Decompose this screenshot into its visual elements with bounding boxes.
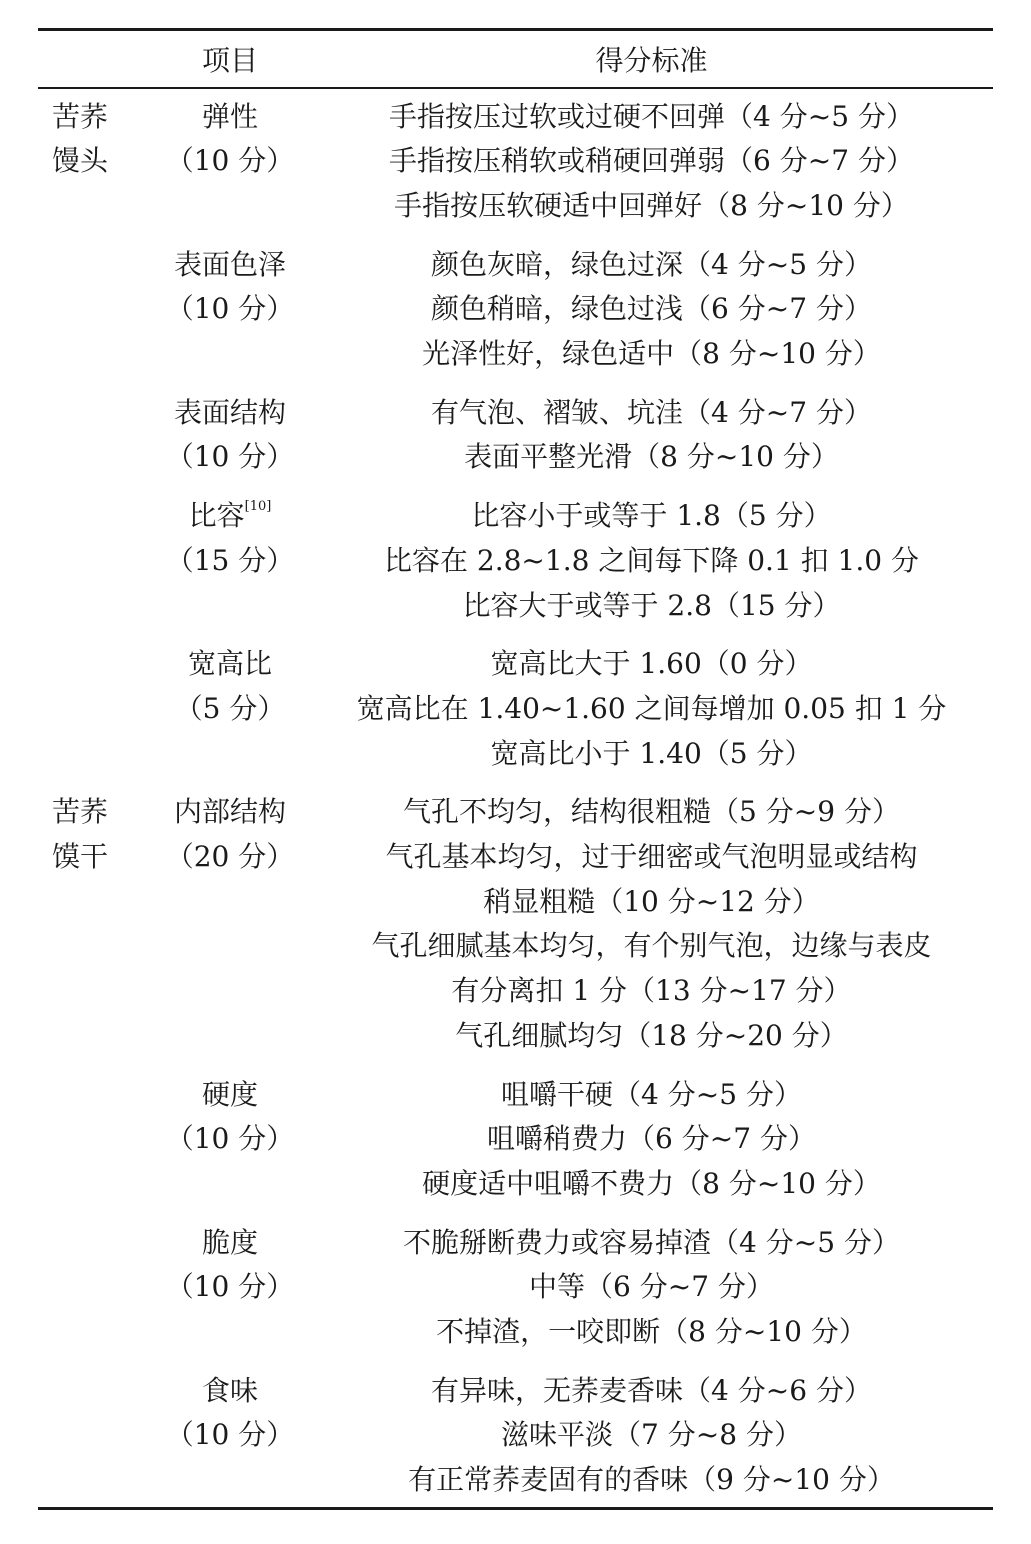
item-score: （15 分） bbox=[165, 543, 295, 577]
category-text: 苦荞 bbox=[52, 99, 109, 133]
item-score: （10 分） bbox=[165, 440, 295, 474]
row-item bbox=[150, 243, 310, 377]
standard-line: 宽高比小于 1.40（5 分） bbox=[490, 736, 813, 770]
row-category bbox=[38, 642, 150, 776]
item-name-line bbox=[150, 1221, 310, 1266]
item-score: （10 分） bbox=[165, 1270, 295, 1304]
item-name-line bbox=[150, 243, 310, 288]
standard-line: 有气泡、褶皱、坑洼（4 分~7 分） bbox=[431, 395, 872, 429]
item-name-line bbox=[150, 1073, 310, 1118]
table-row bbox=[38, 790, 993, 1058]
item-name: 表面结构 bbox=[173, 395, 286, 429]
standard-line: 稍显粗糙（10 分~12 分） bbox=[483, 884, 820, 918]
item-name-line bbox=[150, 391, 310, 436]
standard-line: 气孔细腻基本均匀，有个别气泡，边缘与表皮 bbox=[371, 929, 932, 963]
standard-line: 手指按压过软或过硬不回弹（4 分~5 分） bbox=[389, 99, 914, 133]
standard-line: 手指按压软硬适中回弹好（8 分~10 分） bbox=[394, 188, 909, 222]
scoring-table bbox=[38, 28, 993, 1510]
table-row bbox=[38, 95, 993, 229]
item-name: 比容 bbox=[188, 499, 245, 533]
row-item bbox=[150, 642, 310, 776]
standard-line: 有分离扣 1 分（13 分~17 分） bbox=[451, 974, 852, 1008]
category-text: 苦荞 bbox=[52, 795, 109, 829]
standard-line: 颜色灰暗，绿色过深（4 分~5 分） bbox=[431, 247, 872, 281]
standard-line: 硬度适中咀嚼不费力（8 分~10 分） bbox=[422, 1166, 881, 1200]
item-score: （5 分） bbox=[174, 691, 286, 725]
standard-line: 表面平整光滑（8 分~10 分） bbox=[464, 440, 839, 474]
header-standard: 得分标准 bbox=[595, 44, 708, 77]
table-row bbox=[38, 1073, 993, 1207]
table-body bbox=[38, 89, 993, 1507]
item-name: 食味 bbox=[201, 1373, 258, 1407]
row-item bbox=[150, 95, 310, 229]
header-item: 项目 bbox=[201, 44, 258, 77]
standard-line: 咀嚼干硬（4 分~5 分） bbox=[501, 1077, 802, 1111]
item-name: 内部结构 bbox=[173, 795, 286, 829]
table-header bbox=[38, 31, 993, 87]
row-item bbox=[150, 1221, 310, 1355]
row-item bbox=[150, 1369, 310, 1503]
standard-line: 不脆掰断费力或容易掉渣（4 分~5 分） bbox=[403, 1225, 900, 1259]
category-text: 馍干 bbox=[52, 840, 109, 874]
standard-line: 气孔不均匀，结构很粗糙（5 分~9 分） bbox=[403, 795, 900, 829]
standard-line: 手指按压稍软或稍硬回弹弱（6 分~7 分） bbox=[389, 144, 914, 178]
standard-line: 有异味，无荞麦香味（4 分~6 分） bbox=[431, 1373, 872, 1407]
row-standards bbox=[310, 95, 993, 229]
row-item bbox=[150, 391, 310, 480]
item-score: （10 分） bbox=[165, 1418, 295, 1452]
standard-line: 咀嚼稍费力（6 分~7 分） bbox=[487, 1122, 816, 1156]
reference-mark: [10] bbox=[244, 499, 272, 515]
standard-line: 比容在 2.8~1.8 之间每下降 0.1 扣 1.0 分 bbox=[384, 543, 919, 577]
item-name: 硬度 bbox=[201, 1077, 258, 1111]
item-name: 弹性 bbox=[201, 99, 258, 133]
standard-line: 比容大于或等于 2.8（15 分） bbox=[462, 588, 841, 622]
row-category bbox=[38, 391, 150, 480]
standard-line: 颜色稍暗，绿色过浅（6 分~7 分） bbox=[431, 292, 872, 326]
row-category bbox=[38, 1073, 150, 1207]
standard-line: 不掉渣，一咬即断（8 分~10 分） bbox=[436, 1315, 867, 1349]
item-name: 宽高比 bbox=[187, 647, 272, 681]
row-category bbox=[38, 243, 150, 377]
item-name: 表面色泽 bbox=[173, 247, 286, 281]
item-score: （20 分） bbox=[165, 840, 295, 874]
row-category bbox=[38, 1369, 150, 1503]
standard-line: 有正常荞麦固有的香味（9 分~10 分） bbox=[408, 1463, 895, 1497]
bottom-rule bbox=[38, 1507, 993, 1510]
row-standards bbox=[310, 391, 993, 480]
item-name: 脆度 bbox=[201, 1225, 258, 1259]
category-text: 馒头 bbox=[52, 144, 109, 178]
standard-line: 光泽性好，绿色适中（8 分~10 分） bbox=[422, 337, 881, 371]
standard-line: 比容小于或等于 1.8（5 分） bbox=[471, 499, 832, 533]
row-category bbox=[38, 790, 150, 1058]
item-name-line bbox=[150, 1369, 310, 1414]
standard-line: 气孔细腻均匀（18 分~20 分） bbox=[455, 1018, 848, 1052]
row-category bbox=[38, 1221, 150, 1355]
standard-line: 中等（6 分~7 分） bbox=[529, 1270, 774, 1304]
row-category bbox=[38, 494, 150, 628]
row-standards bbox=[310, 1073, 993, 1207]
item-score: （10 分） bbox=[165, 144, 295, 178]
table-row bbox=[38, 1369, 993, 1503]
row-item bbox=[150, 790, 310, 1058]
row-standards bbox=[310, 790, 993, 1058]
item-name-line bbox=[150, 790, 310, 835]
row-item bbox=[150, 1073, 310, 1207]
table-row bbox=[38, 243, 993, 377]
row-standards bbox=[310, 1221, 993, 1355]
standard-line: 宽高比在 1.40~1.60 之间每增加 0.05 扣 1 分 bbox=[356, 691, 947, 725]
table-row bbox=[38, 494, 993, 628]
item-score: （10 分） bbox=[165, 1122, 295, 1156]
table-row bbox=[38, 1221, 993, 1355]
row-standards bbox=[310, 243, 993, 377]
item-name-line bbox=[150, 642, 310, 687]
standard-line: 滋味平淡（7 分~8 分） bbox=[501, 1418, 802, 1452]
table-row bbox=[38, 391, 993, 480]
table-row bbox=[38, 642, 993, 776]
row-standards bbox=[310, 494, 993, 628]
row-standards bbox=[310, 1369, 993, 1503]
item-score: （10 分） bbox=[165, 292, 295, 326]
row-category bbox=[38, 95, 150, 229]
standard-line: 宽高比大于 1.60（0 分） bbox=[490, 647, 813, 681]
standard-line: 气孔基本均匀，过于细密或气泡明显或结构 bbox=[385, 840, 918, 874]
item-name-line bbox=[150, 95, 310, 140]
row-item bbox=[150, 494, 310, 628]
item-name-line bbox=[150, 494, 310, 539]
row-standards bbox=[310, 642, 993, 776]
